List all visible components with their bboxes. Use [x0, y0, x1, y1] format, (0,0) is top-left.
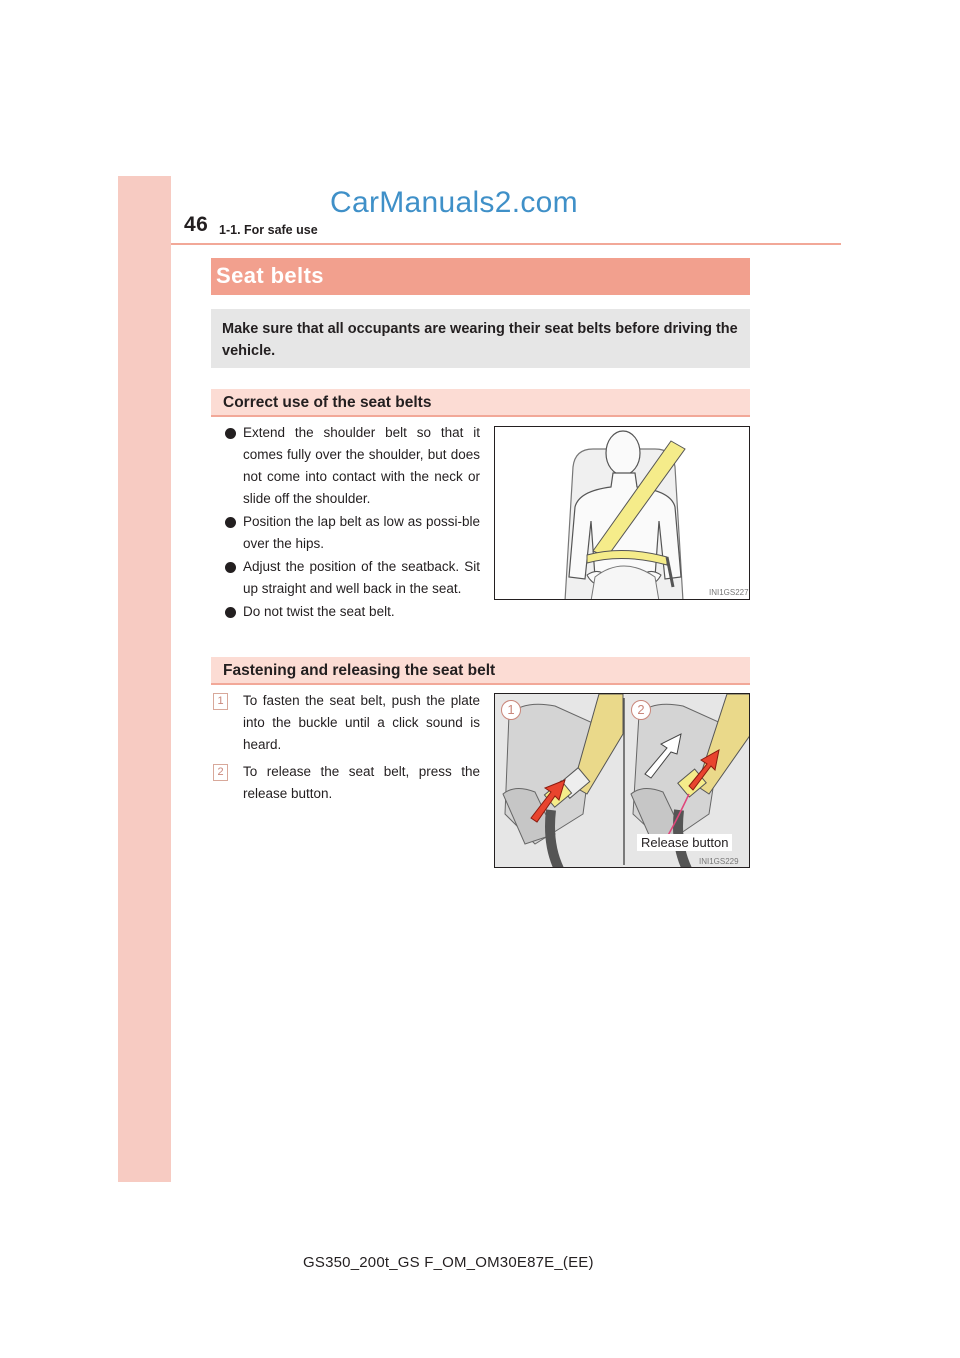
list-item: Position the lap belt as low as possi-ble over the hips.: [222, 511, 480, 555]
step-item: [213, 690, 480, 756]
bullet-icon: [225, 607, 236, 618]
subheading-label: Correct use of the seat belts: [223, 394, 432, 411]
subheading-fastening: [211, 657, 750, 685]
list-item: Adjust the position of the seatback. Sit up straight and well back in the seat.: [222, 556, 480, 600]
intro-box: Make sure that all occupants are wearing their seat belts before driving the vehicle.: [211, 309, 750, 368]
figure-code: INI1GS229: [699, 857, 739, 866]
step-number: 1: [213, 693, 228, 710]
bullet-icon: [225, 428, 236, 439]
header-rule: [171, 243, 841, 245]
seated-occupant-illustration: [494, 426, 750, 600]
step-item: [213, 761, 480, 805]
page-side-tab: [118, 176, 171, 1182]
release-button-callout: Release button: [637, 834, 732, 851]
step-text: To release the seat belt, press the release button.: [243, 764, 480, 801]
watermark-link[interactable]: CarManuals2.com: [330, 186, 578, 219]
list-item: Extend the shoulder belt so that it comes fully over the shoulder, but does not come into contact with the neck or slide off the shoulder.: [222, 422, 480, 510]
fastening-steps: [213, 690, 480, 810]
subheading-label: Fastening and releasing the seat belt: [223, 662, 496, 679]
list-item: Do not twist the seat belt.: [222, 601, 480, 623]
page-title: Seat belts: [216, 263, 324, 288]
bullet-icon: [225, 562, 236, 573]
step-text: To fasten the seat belt, push the plate into the buckle until a click sound is heard.: [243, 693, 480, 752]
panel-number: 2: [631, 700, 651, 720]
figure-code: INI1GS227: [709, 588, 749, 597]
subheading-correct-use: [211, 389, 750, 417]
step-number: 2: [213, 764, 228, 781]
section-label: 1-1. For safe use: [219, 223, 318, 237]
panel-number: 1: [501, 700, 521, 720]
occupant-seatbelt-icon: [495, 427, 750, 600]
page-title-bar: [211, 258, 750, 295]
page-number: 46: [184, 213, 209, 236]
bullet-icon: [225, 517, 236, 528]
correct-use-list: [222, 422, 480, 624]
document-footer-code: GS350_200t_GS F_OM_OM30E87E_(EE): [303, 1254, 594, 1271]
